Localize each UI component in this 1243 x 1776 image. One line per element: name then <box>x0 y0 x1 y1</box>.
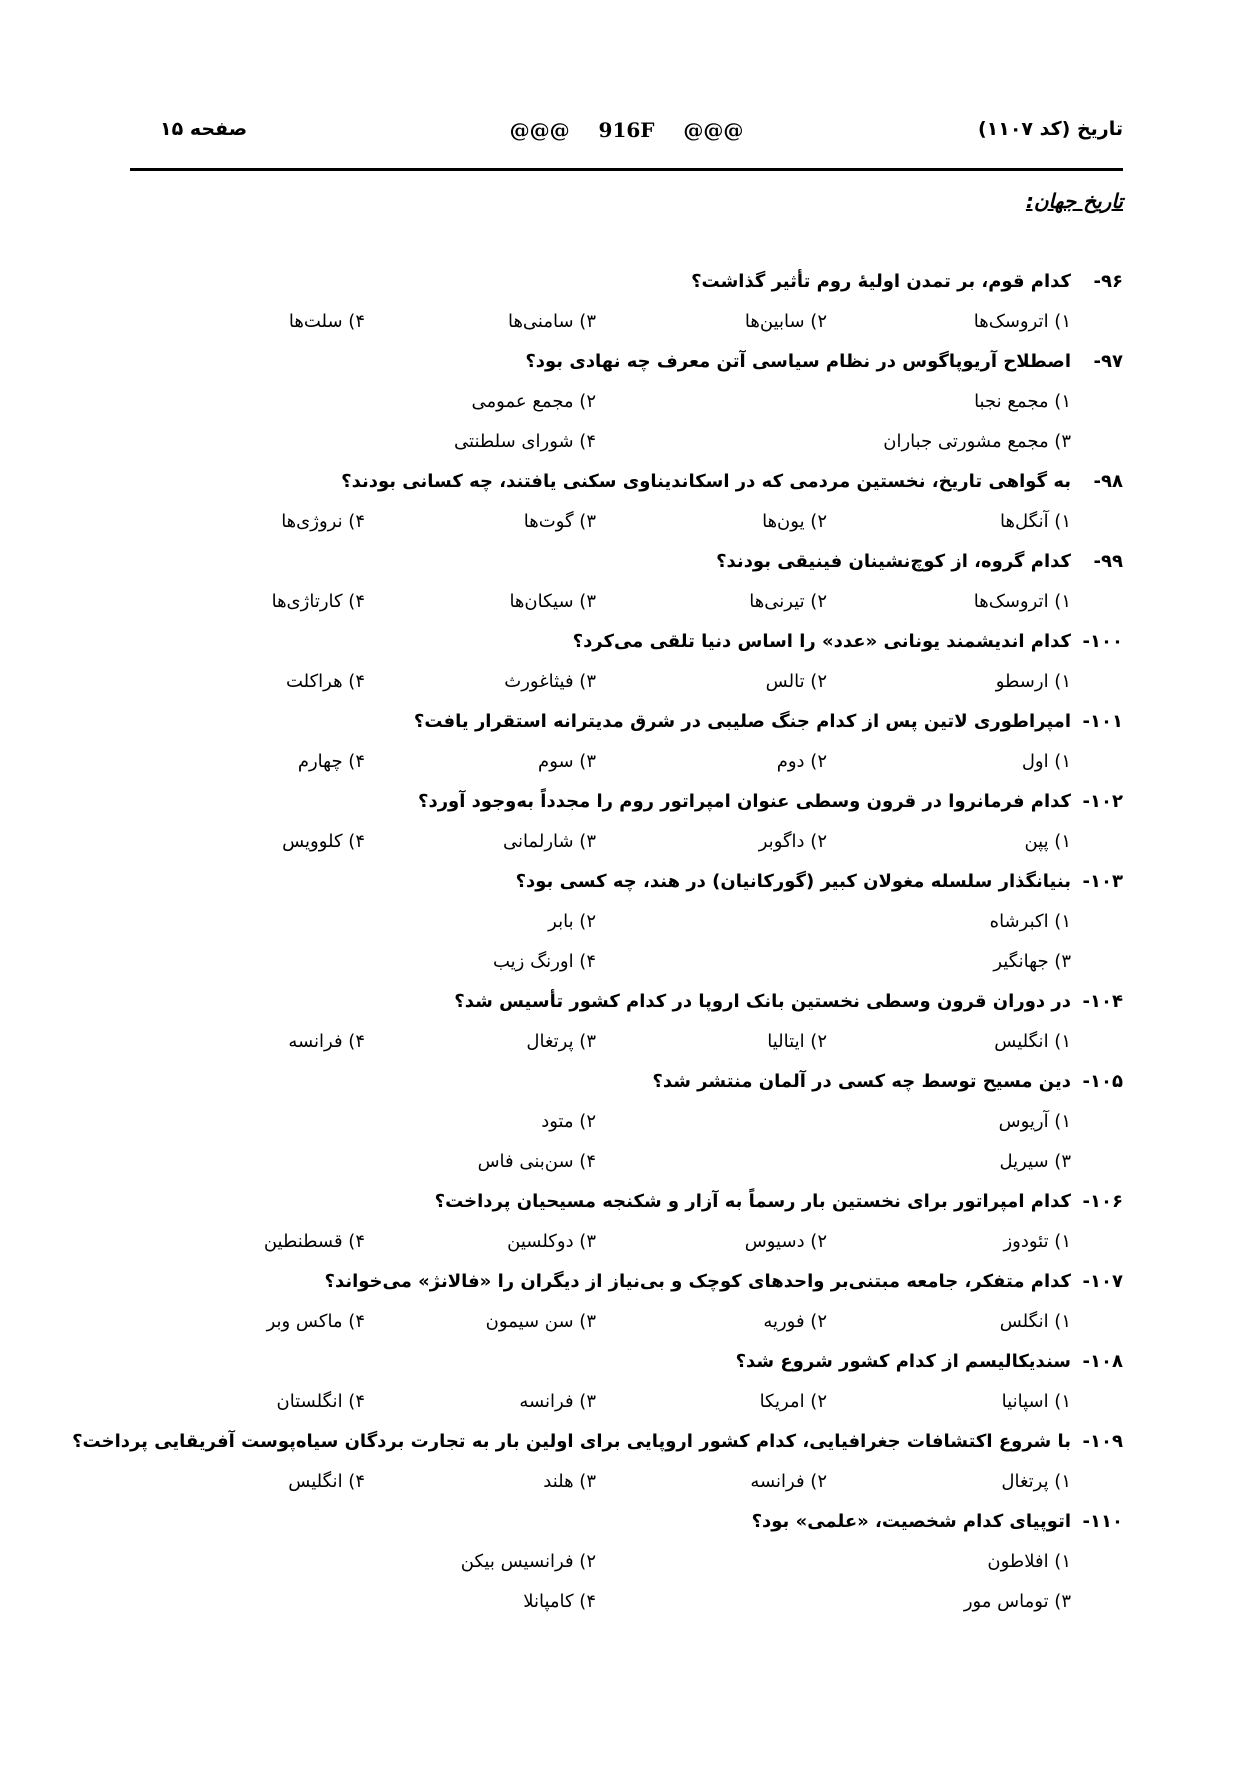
question-text: در دوران قرون وسطی نخستین بانک اروپا در کدام کشور تأسیس شد؟ <box>454 991 1071 1012</box>
question-stem <box>118 982 1123 1022</box>
answer-option-4[interactable]: ۴) نروژی‌ها <box>281 511 365 532</box>
answer-option-2[interactable]: ۲) فرانسیس بیکن <box>460 1551 596 1572</box>
question-stem <box>118 462 1123 502</box>
question-stem <box>118 1182 1123 1222</box>
options-row <box>118 502 1123 542</box>
answer-option-2[interactable]: ۲) فوریه <box>763 1311 827 1332</box>
question-text: کدام فرمانروا در قرون وسطی عنوان امپراتور روم را مجدداً به‌وجود آورد؟ <box>418 791 1071 812</box>
answer-option-2[interactable]: ۲) داگوبر <box>758 831 827 852</box>
answer-option-3[interactable]: ۳) جهانگیر <box>993 951 1071 972</box>
options-row <box>118 822 1123 862</box>
question-text: کدام گروه، از کوچ‌نشینان فینیقی بودند؟ <box>716 551 1071 572</box>
question-text: کدام اندیشمند یونانی «عدد» را اساس دنیا تلقی می‌کرد؟ <box>572 631 1071 652</box>
answer-option-4[interactable]: ۴) سلت‌ها <box>288 311 365 332</box>
question-number: ۱۰۸- <box>1082 1351 1123 1372</box>
answer-option-1[interactable]: ۱) پرتغال <box>1001 1471 1071 1492</box>
question-text: کدام قوم، بر تمدن اولیهٔ روم تأثیر گذاشت؟ <box>691 271 1071 292</box>
options-row <box>118 662 1123 702</box>
question-text: کدام متفکر، جامعه مبتنی‌بر واحدهای کوچک و بی‌نیاز از دیگران را «فالانژ» می‌خواند؟ <box>324 1271 1071 1292</box>
answer-option-3[interactable]: ۳) مجمع مشورتی جباران <box>883 431 1071 452</box>
booklet-code: @@@ 916F @@@ <box>509 118 744 142</box>
question-text: به گواهی تاریخ، نخستین مردمی که در اسکاندیناوی سکنی یافتند، چه کسانی بودند؟ <box>341 471 1071 492</box>
answer-option-3[interactable]: ۳) فرانسه <box>519 1391 596 1412</box>
question-number: ۱۱۰- <box>1082 1511 1123 1532</box>
answer-option-2[interactable]: ۲) تالس <box>765 671 827 692</box>
question-stem <box>118 782 1123 822</box>
answer-option-1[interactable]: ۱) افلاطون <box>987 1551 1071 1572</box>
answer-option-2[interactable]: ۲) دسیوس <box>744 1231 827 1252</box>
question-number: ۱۰۰- <box>1082 631 1123 652</box>
answer-option-2[interactable]: ۲) تیرنی‌ها <box>749 591 827 612</box>
question-stem <box>118 1062 1123 1102</box>
question-text: بنیانگذار سلسله مغولان کبیر (گورکانیان) در هند، چه کسی بود؟ <box>515 871 1071 892</box>
answer-option-3[interactable]: ۳) شارلمانی <box>502 831 596 852</box>
question-text: سندیکالیسم از کدام کشور شروع شد؟ <box>735 1351 1071 1372</box>
answer-option-4[interactable]: ۴) اورنگ زیب <box>492 951 596 972</box>
options-row <box>118 942 1123 982</box>
answer-option-3[interactable]: ۳) پرتغال <box>526 1031 596 1052</box>
question-number: ۹۸- <box>1093 471 1123 492</box>
answer-option-2[interactable]: ۲) یون‌ها <box>762 511 827 532</box>
question-stem <box>118 622 1123 662</box>
answer-option-1[interactable]: ۱) اتروسک‌ها <box>973 311 1071 332</box>
answer-option-1[interactable]: ۱) تئودوز <box>1003 1231 1071 1252</box>
question-text: اصطلاح آریوپاگوس در نظام سیاسی آتن معرف چه نهادی بود؟ <box>525 351 1071 372</box>
question-stem <box>118 1342 1123 1382</box>
answer-option-3[interactable]: ۳) هلند <box>543 1471 596 1492</box>
answer-option-4[interactable]: ۴) ماکس وبر <box>266 1311 365 1332</box>
answer-option-3[interactable]: ۳) دوکلسین <box>507 1231 596 1252</box>
answer-option-4[interactable]: ۴) هراکلت <box>285 671 365 692</box>
answer-option-3[interactable]: ۳) سیکان‌ها <box>509 591 596 612</box>
question-stem <box>118 702 1123 742</box>
options-row <box>118 422 1123 462</box>
question-number: ۱۰۳- <box>1082 871 1123 892</box>
answer-option-3[interactable]: ۳) سن سیمون <box>485 1311 596 1332</box>
question-number: ۱۰۹- <box>1082 1431 1123 1452</box>
question-stem <box>118 1262 1123 1302</box>
answer-option-4[interactable]: ۴) انگلستان <box>276 1391 365 1412</box>
section-title: تاریخ جهان: <box>1025 189 1123 213</box>
question-stem <box>72 1422 1123 1462</box>
page-header <box>130 112 1123 148</box>
subject-code: تاریخ (کد ۱۱۰۷) <box>977 118 1123 140</box>
answer-option-1[interactable]: ۱) مجمع نجبا <box>974 391 1071 412</box>
answer-option-1[interactable]: ۱) انگلیس <box>994 1031 1071 1052</box>
answer-option-2[interactable]: ۲) بابر <box>548 911 596 932</box>
question-stem <box>118 262 1123 302</box>
question-stem <box>118 342 1123 382</box>
options-row <box>118 742 1123 782</box>
question-number: ۱۰۱- <box>1082 711 1123 732</box>
answer-option-3[interactable]: ۳) سامنی‌ها <box>507 311 596 332</box>
options-row <box>118 1102 1123 1142</box>
question-number: ۱۰۶- <box>1082 1191 1123 1212</box>
answer-option-4[interactable]: ۴) فرانسه <box>288 1031 365 1052</box>
answer-option-2[interactable]: ۲) ایتالیا <box>767 1031 827 1052</box>
question-stem <box>118 542 1123 582</box>
answer-option-3[interactable]: ۳) گوت‌ها <box>523 511 596 532</box>
options-row <box>118 1582 1123 1622</box>
question-number: ۱۰۵- <box>1082 1071 1123 1092</box>
question-number: ۹۷- <box>1093 351 1123 372</box>
question-number: ۹۶- <box>1093 271 1123 292</box>
answer-option-2[interactable]: ۲) سابین‌ها <box>744 311 827 332</box>
page-number: صفحه ۱۵ <box>160 118 248 140</box>
question-text: اتوپیای کدام شخصیت، «علمی» بود؟ <box>751 1511 1071 1532</box>
answer-option-1[interactable]: ۱) آنگل‌ها <box>1000 511 1071 532</box>
answer-option-4[interactable]: ۴) کامپانلا <box>523 1591 596 1612</box>
options-row <box>118 1142 1123 1182</box>
question-number: ۱۰۷- <box>1082 1271 1123 1292</box>
answer-option-4[interactable]: ۴) انگلیس <box>288 1471 365 1492</box>
answer-option-2[interactable]: ۲) دوم <box>776 751 827 772</box>
answer-option-1[interactable]: ۱) اسپانیا <box>1001 1391 1071 1412</box>
question-text: کدام امپراتور برای نخستین بار رسماً به آزار و شکنجه مسیحیان پرداخت؟ <box>434 1191 1071 1212</box>
question-number: ۱۰۲- <box>1082 791 1123 812</box>
options-row <box>118 382 1123 422</box>
answer-option-1[interactable]: ۱) اکبرشاه <box>989 911 1071 932</box>
answer-option-2[interactable]: ۲) امریکا <box>759 1391 827 1412</box>
options-row <box>118 1022 1123 1062</box>
answer-option-2[interactable]: ۲) مجمع عمومی <box>471 391 596 412</box>
answer-option-3[interactable]: ۳) فیثاغورث <box>504 671 596 692</box>
answer-option-4[interactable]: ۴) کارتاژی‌ها <box>271 591 365 612</box>
answer-option-1[interactable]: ۱) انگلس <box>999 1311 1071 1332</box>
question-text: دین مسیح توسط چه کسی در آلمان منتشر شد؟ <box>652 1071 1071 1092</box>
options-row <box>118 902 1123 942</box>
question-list <box>72 262 1123 1622</box>
answer-option-4[interactable]: ۴) قسطنطین <box>263 1231 365 1252</box>
answer-option-4[interactable]: ۴) سن‌بنی فاس <box>477 1151 596 1172</box>
question-stem <box>118 1502 1123 1542</box>
answer-option-4[interactable]: ۴) شورای سلطنتی <box>454 431 596 452</box>
options-row <box>118 582 1123 622</box>
question-text: با شروع اکتشافات جغرافیایی، کدام کشور اروپایی برای اولین بار به تجارت بردگان سیاه‌پوست آفریقایی پرداخت؟ <box>72 1431 1071 1452</box>
answer-option-1[interactable]: ۱) آریوس <box>998 1111 1071 1132</box>
question-number: ۱۰۴- <box>1082 991 1123 1012</box>
answer-option-1[interactable]: ۱) اول <box>1021 751 1071 772</box>
question-text: امپراطوری لاتین پس از کدام جنگ صلیبی در شرق مدیترانه استقرار یافت؟ <box>413 711 1071 732</box>
answer-option-3[interactable]: ۳) سیریل <box>999 1151 1071 1172</box>
answer-option-3[interactable]: ۳) توماس مور <box>963 1591 1071 1612</box>
answer-option-2[interactable]: ۲) فرانسه <box>750 1471 827 1492</box>
options-row <box>118 1382 1123 1422</box>
options-row <box>118 1222 1123 1262</box>
answer-option-1[interactable]: ۱) اتروسک‌ها <box>973 591 1071 612</box>
question-number: ۹۹- <box>1093 551 1123 572</box>
options-row <box>118 1302 1123 1342</box>
answer-option-3[interactable]: ۳) سوم <box>538 751 596 772</box>
answer-option-4[interactable]: ۴) کلوویس <box>282 831 365 852</box>
header-divider <box>130 168 1123 171</box>
options-row <box>118 1462 1123 1502</box>
answer-option-2[interactable]: ۲) متود <box>541 1111 596 1132</box>
options-row <box>118 1542 1123 1582</box>
answer-option-1[interactable]: ۱) ارسطو <box>995 671 1071 692</box>
options-row <box>118 302 1123 342</box>
answer-option-4[interactable]: ۴) چهارم <box>297 751 365 772</box>
question-stem <box>118 862 1123 902</box>
answer-option-1[interactable]: ۱) پپن <box>1024 831 1071 852</box>
